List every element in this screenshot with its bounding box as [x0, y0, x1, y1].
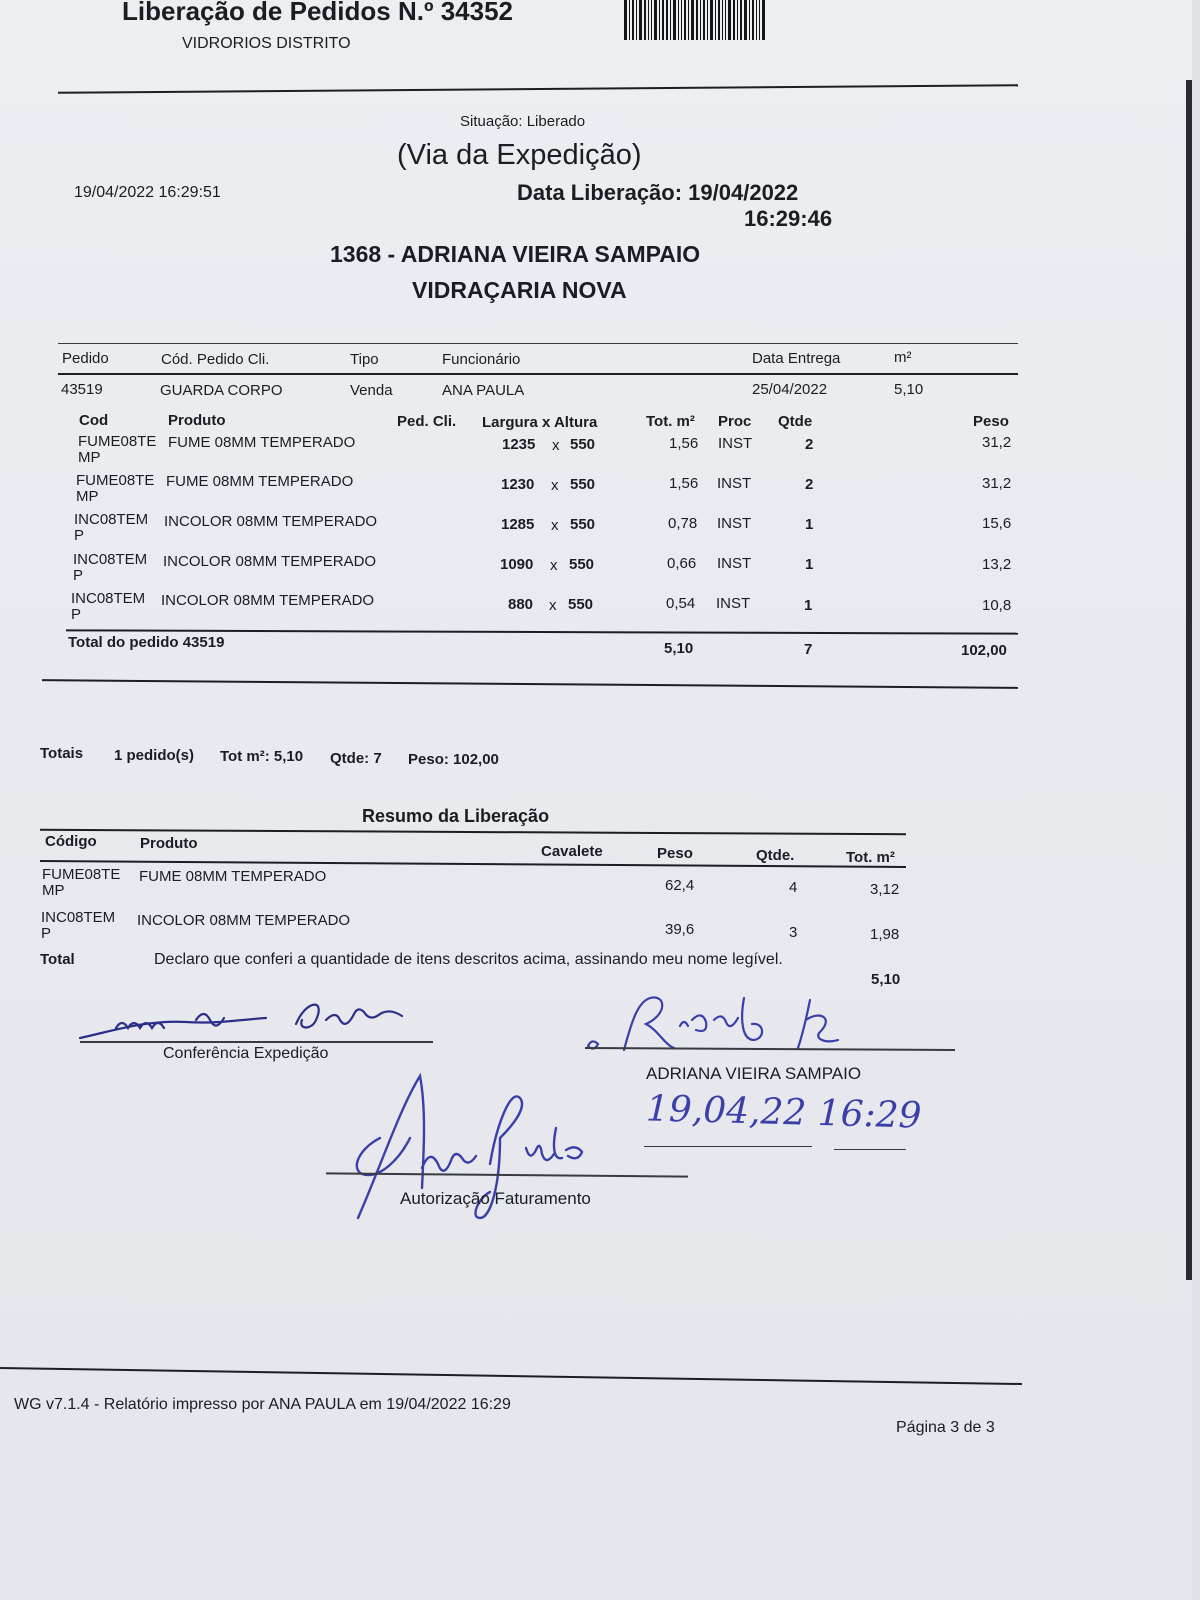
barcode-bar: [752, 0, 754, 40]
order-header-rule: [58, 373, 1018, 375]
copy-type: (Via da Expedição): [397, 139, 642, 171]
item-qtde: 2: [805, 476, 814, 493]
resumo-total-tot-m2: 5,10: [871, 971, 901, 988]
order-bottom-rule: [42, 679, 1018, 689]
item-cod: FUME08TE: [76, 472, 155, 489]
item-x: x: [551, 477, 559, 494]
handwritten-date: 19,04,22 16:29: [645, 1088, 923, 1137]
item-x: x: [551, 517, 559, 534]
resumo-tot-m2: 1,98: [870, 926, 900, 943]
item-peso: 31,2: [982, 475, 1012, 492]
barcode-bar: [749, 0, 750, 40]
barcode-bar: [673, 0, 676, 40]
header-cod-pedido-cli: Cód. Pedido Cli.: [161, 351, 270, 368]
barcode-bar: [632, 0, 634, 40]
items-header-tot-m2: Tot. m²: [646, 413, 695, 430]
autorizacao-label: Autorização Faturamento: [400, 1189, 591, 1208]
resumo-produto: FUME 08MM TEMPERADO: [139, 868, 327, 885]
item-cod: FUME08TE: [78, 433, 157, 450]
item-x: x: [549, 597, 557, 614]
conferencia-label: Conferência Expedição: [163, 1045, 329, 1062]
resumo-title: Resumo da Liberação: [362, 806, 550, 826]
item-x: x: [552, 437, 560, 454]
footer-rule: [0, 1367, 1022, 1385]
item-cod-cont: P: [73, 567, 84, 584]
header-data-entrega: Data Entrega: [752, 350, 841, 367]
barcode-bar: [759, 0, 760, 40]
barcode-bar: [654, 0, 657, 40]
item-altura: 550: [570, 436, 596, 453]
item-proc: INST: [717, 515, 752, 532]
item-proc: INST: [717, 555, 752, 572]
item-produto: FUME 08MM TEMPERADO: [168, 434, 356, 451]
item-produto: INCOLOR 08MM TEMPERADO: [163, 553, 377, 570]
resumo-header-cavalete: Cavalete: [541, 843, 603, 860]
item-qtde: 1: [804, 597, 813, 614]
totais-label: Totais: [40, 745, 84, 762]
barcode-bar: [670, 0, 671, 40]
barcode-bar: [624, 0, 627, 40]
barcode-bar: [678, 0, 679, 40]
barcode-bar: [728, 0, 731, 40]
date-line: [644, 1146, 812, 1147]
client-name: VIDRAÇARIA NOVA: [412, 277, 627, 303]
declaration-text: Declaro que conferi a quantidade de itens descritos acima, assinando meu nome legível.: [154, 951, 783, 968]
resumo-header-produto: Produto: [140, 835, 198, 852]
resumo-produto: INCOLOR 08MM TEMPERADO: [137, 912, 351, 929]
totais-pedidos: 1 pedido(s): [114, 747, 195, 764]
item-cod: INC08TEM: [74, 511, 149, 528]
order-data-entrega: 25/04/2022: [752, 381, 828, 398]
resumo-cod-cont: P: [41, 925, 52, 942]
barcode-bar: [700, 0, 701, 40]
barcode-bar: [688, 0, 689, 40]
item-peso: 15,6: [982, 515, 1012, 532]
barcode-bar: [718, 0, 720, 40]
barcode-bar: [722, 0, 723, 40]
order-total-qtde: 7: [804, 641, 813, 658]
barcode-bar: [710, 0, 713, 40]
items-header-cod: Cod: [79, 412, 109, 429]
footer-page: Página 3 de 3: [896, 1419, 995, 1436]
resumo-cod-cont: MP: [42, 882, 65, 899]
totais-peso: Peso: 102,00: [408, 751, 499, 768]
barcode-bar: [715, 0, 716, 40]
barcode-bar: [684, 0, 686, 40]
item-altura: 550: [570, 476, 596, 493]
items-header-ped-cli: Ped. Cli.: [397, 413, 457, 430]
item-tot-m2: 0,78: [668, 515, 698, 532]
barcode-bar: [666, 0, 668, 40]
header-m2: m²: [894, 349, 912, 366]
barcode-bar: [707, 0, 708, 40]
barcode-bar: [659, 0, 660, 40]
status-text: Situação: Liberado: [460, 113, 586, 130]
resumo-peso: 39,6: [665, 921, 695, 938]
items-header-proc: Proc: [718, 413, 752, 430]
order-top-rule: [58, 343, 1018, 344]
header-divider: [58, 84, 1018, 94]
barcode-bar: [644, 0, 646, 40]
items-header-produto: Produto: [168, 412, 226, 429]
item-produto: INCOLOR 08MM TEMPERADO: [164, 513, 378, 530]
item-proc: INST: [717, 475, 752, 492]
resumo-peso: 62,4: [665, 877, 695, 894]
footer-printed-by: WG v7.1.4 - Relatório impresso por ANA PAULA em 19/04/2022 16:29: [14, 1396, 511, 1413]
items-header-peso: Peso: [973, 413, 1009, 430]
totais-qtde: Qtde: 7: [330, 750, 382, 767]
time-line: [834, 1149, 906, 1150]
barcode-bar: [662, 0, 664, 40]
item-x: x: [550, 557, 558, 574]
order-total-label: Total do pedido 43519: [68, 634, 225, 651]
header-funcionario: Funcionário: [442, 351, 521, 368]
item-largura: 1230: [501, 476, 535, 493]
barcode-bar: [648, 0, 649, 40]
barcode-bar: [639, 0, 642, 40]
item-largura: 880: [508, 596, 534, 613]
barcode: [624, 0, 792, 40]
item-cod: INC08TEM: [71, 590, 146, 607]
item-tot-m2: 0,66: [667, 555, 697, 572]
conferencia-line: [80, 1041, 433, 1043]
barcode-bar: [740, 0, 742, 40]
item-tot-m2: 1,56: [669, 475, 699, 492]
barcode-bar: [681, 0, 682, 40]
item-proc: INST: [716, 595, 751, 612]
order-funcionario: ANA PAULA: [442, 382, 525, 399]
item-peso: 10,8: [982, 597, 1012, 614]
resumo-header-qtde: Qtde.: [756, 847, 795, 864]
item-cod-cont: MP: [76, 488, 99, 505]
barcode-bar: [733, 0, 735, 40]
order-pedido: 43519: [61, 381, 103, 398]
barcode-bar: [651, 0, 652, 40]
items-header-largura-altura: Largura x Altura: [482, 414, 598, 431]
item-peso: 13,2: [982, 556, 1012, 573]
barcode-bar: [629, 0, 630, 40]
item-cod-cont: MP: [78, 449, 101, 466]
item-altura: 550: [568, 596, 594, 613]
print-timestamp: 19/04/2022 16:29:51: [74, 184, 221, 201]
order-tipo: Venda: [350, 382, 393, 399]
item-cod: INC08TEM: [73, 551, 148, 568]
item-altura: 550: [570, 516, 596, 533]
item-qtde: 2: [805, 436, 814, 453]
item-cod-cont: P: [71, 606, 82, 623]
barcode-bar: [703, 0, 705, 40]
item-altura: 550: [569, 556, 595, 573]
item-largura: 1090: [500, 556, 534, 573]
barcode-bar: [756, 0, 757, 40]
totais-tot-m2: Tot m²: 5,10: [220, 748, 304, 765]
release-date: Data Liberação: 19/04/2022: [517, 180, 799, 205]
cliente-label: ADRIANA VIEIRA SAMPAIO: [646, 1064, 862, 1083]
resumo-cod: INC08TEM: [41, 909, 116, 926]
resumo-qtde: 4: [789, 879, 798, 896]
item-proc: INST: [718, 435, 753, 452]
barcode-bar: [744, 0, 747, 40]
barcode-bar: [691, 0, 694, 40]
barcode-bar: [737, 0, 738, 40]
barcode-bar: [762, 0, 765, 40]
paper-edge: [1186, 80, 1192, 1280]
barcode-bar: [636, 0, 637, 40]
resumo-total-label: Total: [40, 951, 75, 968]
order-total-tot-m2: 5,10: [664, 640, 694, 657]
resumo-cod: FUME08TE: [42, 866, 121, 883]
item-produto: INCOLOR 08MM TEMPERADO: [161, 592, 375, 609]
resumo-tot-m2: 3,12: [870, 881, 900, 898]
header-pedido: Pedido: [62, 350, 109, 367]
release-time: 16:29:46: [744, 206, 833, 231]
item-tot-m2: 1,56: [669, 435, 699, 452]
order-total-peso: 102,00: [961, 642, 1007, 659]
item-qtde: 1: [805, 556, 814, 573]
item-tot-m2: 0,54: [666, 595, 696, 612]
order-cod-pedido-cli: GUARDA CORPO: [160, 382, 283, 399]
resumo-header-tot-m2: Tot. m²: [846, 849, 895, 866]
company-name: VIDRORIOS DISTRITO: [182, 35, 351, 52]
item-cod-cont: P: [74, 527, 85, 544]
barcode-bar: [725, 0, 726, 40]
item-qtde: 1: [805, 516, 814, 533]
order-m2: 5,10: [894, 381, 924, 398]
item-peso: 31,2: [982, 434, 1012, 451]
barcode-bar: [696, 0, 698, 40]
resumo-qtde: 3: [789, 924, 798, 941]
item-produto: FUME 08MM TEMPERADO: [166, 473, 354, 490]
item-largura: 1235: [502, 436, 536, 453]
document-title: Liberação de Pedidos N.º 34352: [122, 0, 513, 26]
items-header-qtde: Qtde: [778, 413, 813, 430]
item-largura: 1285: [501, 516, 535, 533]
resumo-header-codigo: Código: [45, 833, 97, 850]
client-line: 1368 - ADRIANA VIEIRA SAMPAIO: [330, 241, 701, 267]
resumo-header-peso: Peso: [657, 845, 693, 862]
header-tipo: Tipo: [350, 351, 379, 368]
